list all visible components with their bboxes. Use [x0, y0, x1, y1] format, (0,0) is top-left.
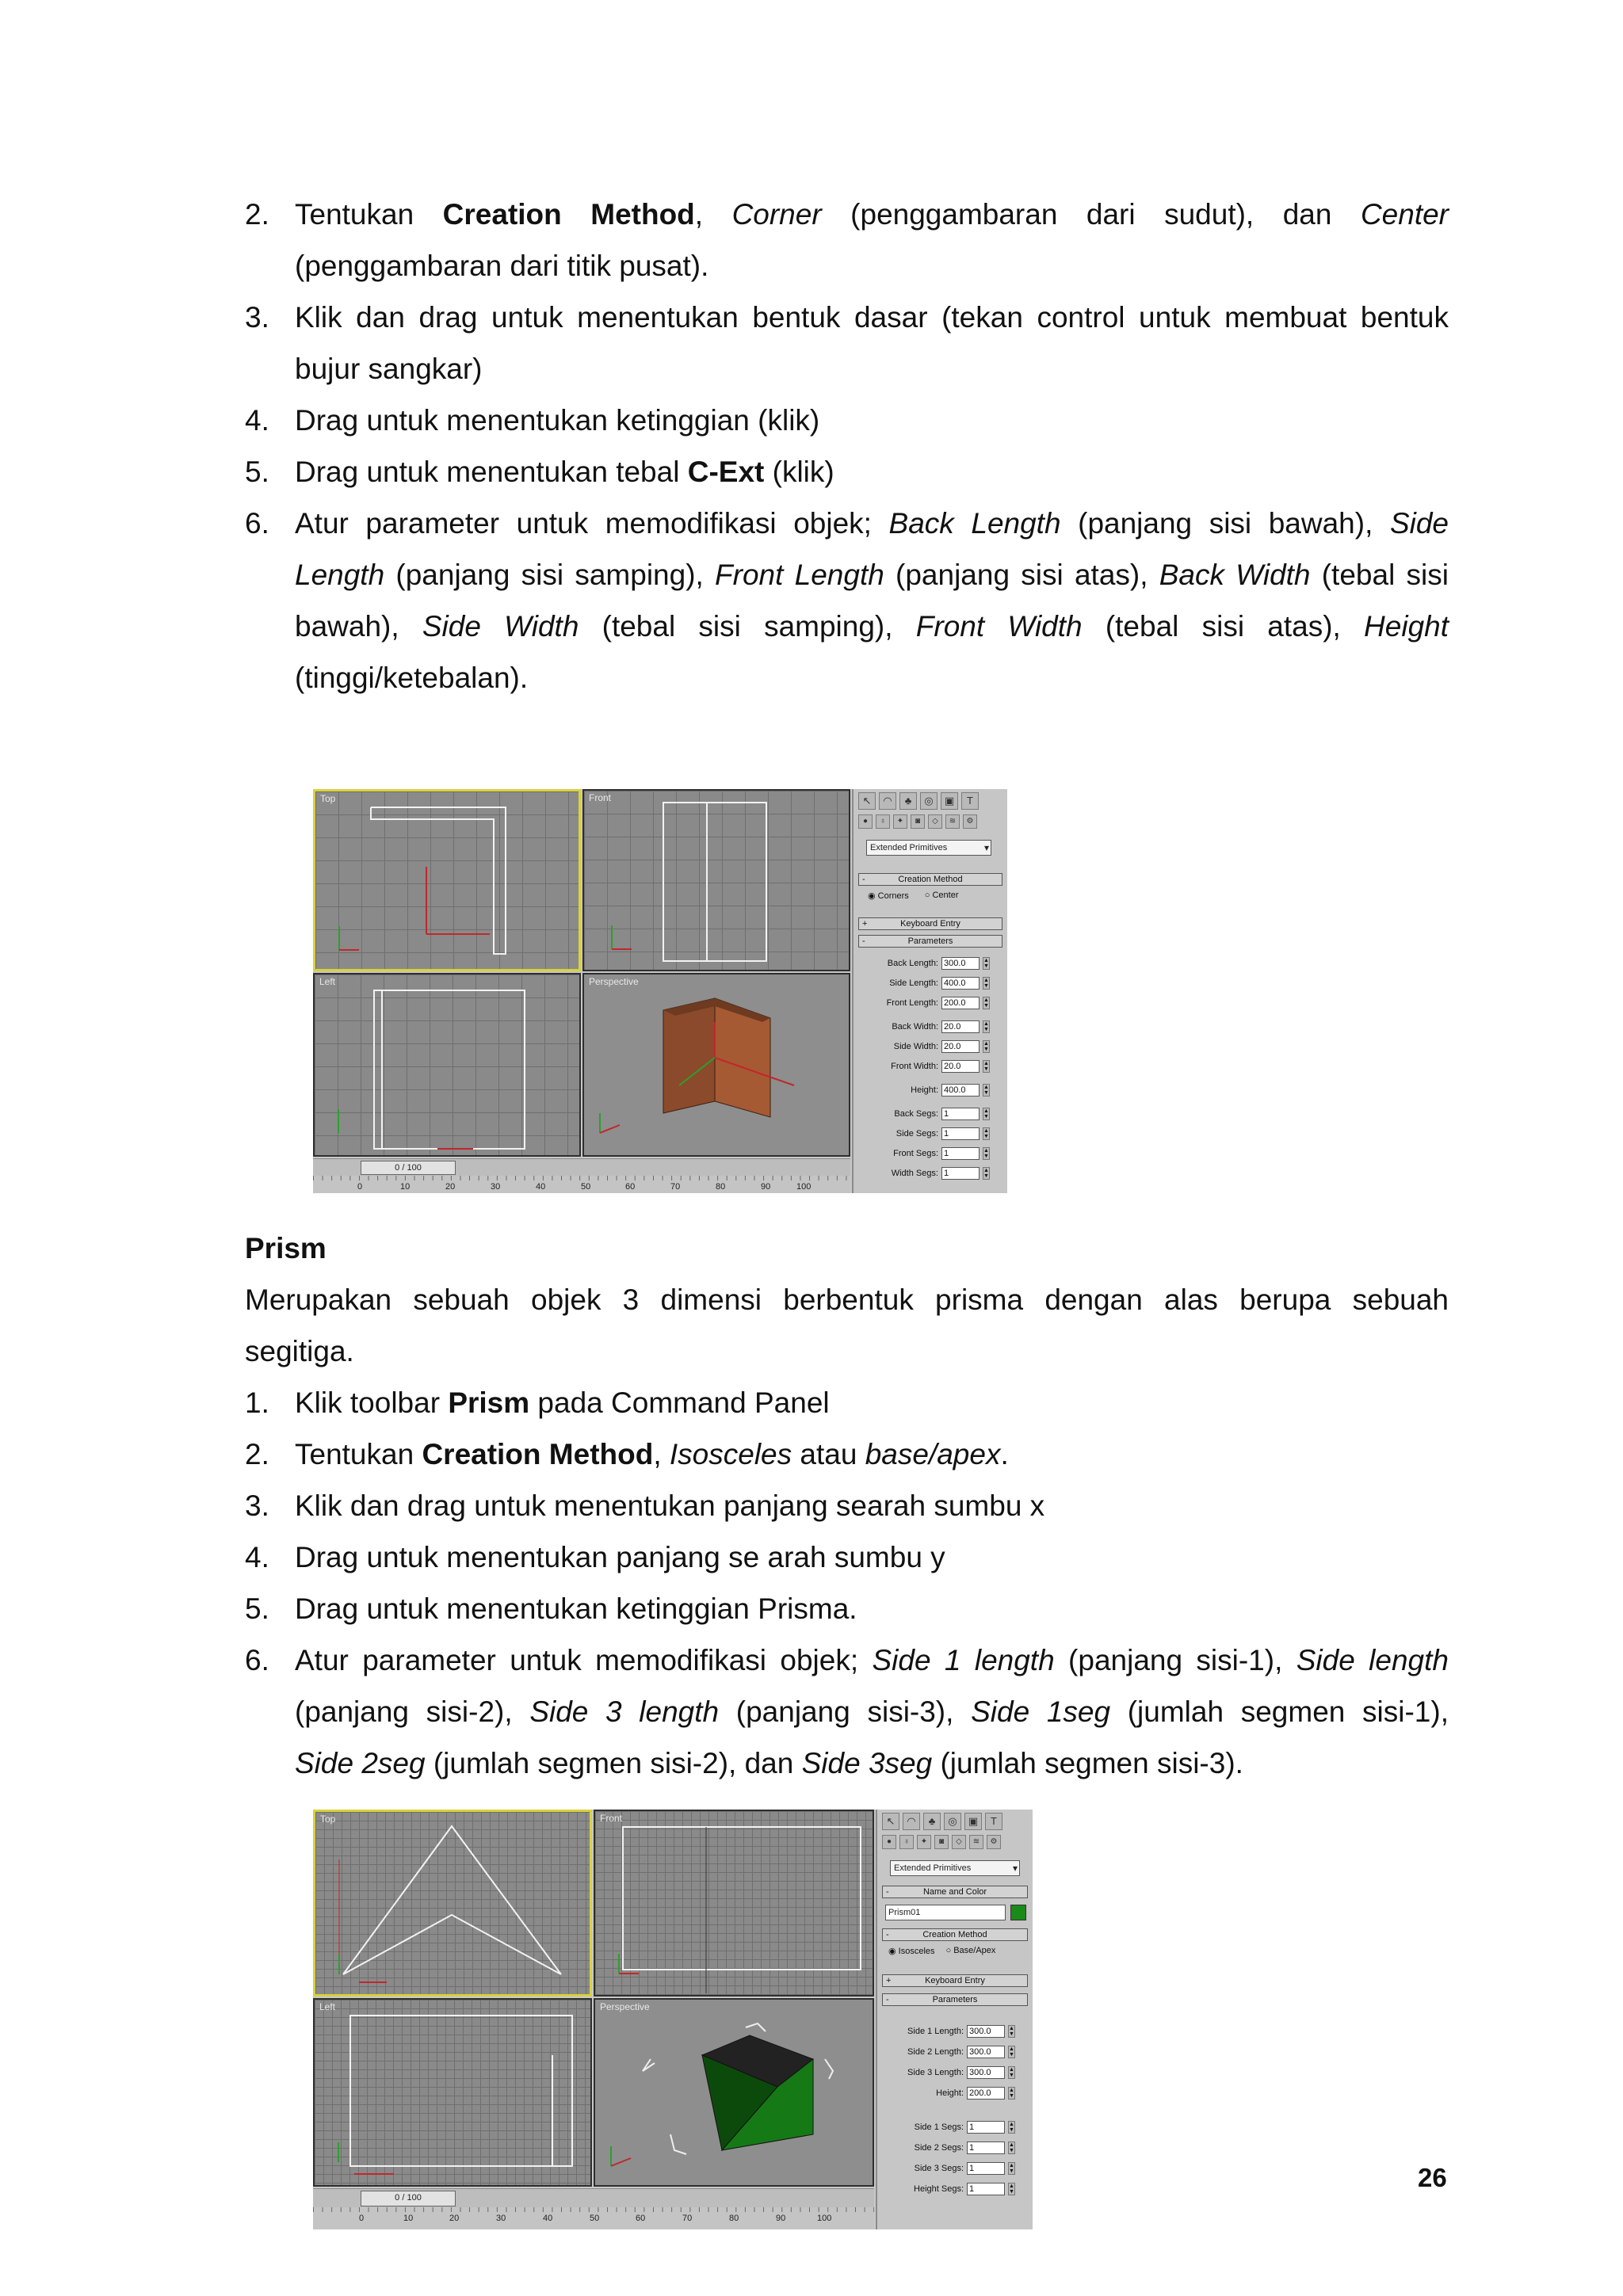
- creation-method-rollout[interactable]: - Creation Method: [882, 1928, 1028, 1941]
- param-value-input[interactable]: 300.0: [967, 2046, 1005, 2058]
- viewport-label: Top: [320, 793, 336, 804]
- ruler-tick: 80: [729, 2214, 739, 2223]
- text-run: ,: [653, 1438, 670, 1470]
- object-name-input[interactable]: Prism01: [885, 1905, 1006, 1920]
- text-run: Creation Method: [442, 198, 695, 231]
- cext-step-4: Drag untuk menentukan ketinggian (klik): [295, 404, 820, 437]
- ruler-tick: 20: [445, 1182, 456, 1192]
- viewport-perspective[interactable]: [582, 973, 850, 1157]
- text-run: Klik toolbar: [295, 1386, 449, 1419]
- param-row: [907, 2025, 1015, 2038]
- cameras-icon[interactable]: ◙: [934, 1835, 949, 1849]
- ruler-tick: 0: [357, 1182, 363, 1192]
- param-row: [911, 1084, 990, 1097]
- text-run: Corner: [731, 198, 822, 231]
- ruler-tick: 40: [536, 1182, 546, 1192]
- prism-screenshot: [313, 1810, 1033, 2229]
- primitive-type-dropdown[interactable]: Extended Primitives ▾: [890, 1860, 1020, 1876]
- left-view-shape: [315, 974, 582, 1158]
- rollout-title: Parameters: [907, 936, 953, 946]
- param-value-input[interactable]: 1: [941, 1108, 980, 1120]
- cext-step-6-line2: [295, 549, 1449, 601]
- text-run: Front Width: [915, 610, 1083, 643]
- prism-step-5: [295, 1583, 857, 1634]
- text-run: ,: [694, 198, 732, 231]
- param-row: [907, 2046, 1015, 2058]
- param-value-input[interactable]: 1: [941, 1147, 980, 1160]
- param-value-input[interactable]: 20.0: [941, 1040, 980, 1053]
- viewport-perspective[interactable]: [594, 1998, 874, 2187]
- spinner-icon[interactable]: ▲ ▼: [1009, 2163, 1014, 2174]
- rollout-title: Name and Color: [922, 1887, 987, 1897]
- param-value-input[interactable]: 20.0: [941, 1060, 980, 1073]
- spinner-icon[interactable]: ▲ ▼: [983, 958, 989, 969]
- display-tab-icon[interactable]: ▣: [941, 792, 958, 810]
- text-run: C-Ext: [687, 456, 765, 488]
- text-run: Back Length: [888, 507, 1061, 540]
- param-label: Side 2 Length:: [907, 2047, 964, 2057]
- ruler-tick: 60: [636, 2214, 646, 2223]
- top-view-shape: [315, 791, 583, 974]
- rollout-title: Creation Method: [898, 875, 963, 884]
- keyboard-entry-rollout[interactable]: + Keyboard Entry: [858, 917, 1002, 930]
- spacewarps-icon[interactable]: ≋: [969, 1835, 983, 1849]
- command-tabs: [858, 792, 979, 810]
- ruler-tick: 40: [543, 2214, 553, 2223]
- step-number: 2.: [245, 198, 269, 231]
- param-label: Front Length:: [886, 998, 938, 1008]
- cext-step-6-line1: [295, 498, 1449, 549]
- param-row: [896, 1127, 990, 1140]
- ruler-tick: 50: [590, 2214, 600, 2223]
- param-row: [894, 1040, 990, 1053]
- radio-label: Isosceles: [898, 1947, 935, 1956]
- modify-tab-icon[interactable]: ◠: [903, 1813, 920, 1830]
- spinner-icon[interactable]: ▲ ▼: [983, 1061, 989, 1072]
- ruler-tick: 60: [625, 1182, 636, 1192]
- prism-object: [595, 2000, 876, 2188]
- viewport-label: Top: [320, 1814, 336, 1825]
- param-label: Side 1 Segs:: [914, 2122, 964, 2132]
- prism-intro-line2: segitiga.: [245, 1335, 354, 1367]
- timeline-ruler[interactable]: [313, 2207, 874, 2229]
- param-label: Back Length:: [887, 959, 938, 968]
- step-number: 1.: [245, 1386, 269, 1419]
- creation-method-options: [888, 1946, 995, 1956]
- viewport-front[interactable]: [582, 789, 850, 971]
- radio-isosceles[interactable]: ◉ Isosceles: [888, 1947, 935, 1956]
- front-view-shape: [595, 1811, 876, 1998]
- text-run: Side 1seg: [971, 1695, 1111, 1728]
- radio-center[interactable]: ○ Center: [924, 891, 959, 900]
- text-run: (jumlah segmen sisi-3).: [932, 1747, 1243, 1779]
- spinner-icon[interactable]: ▲ ▼: [1009, 2088, 1014, 2099]
- cext-step-5: [295, 446, 834, 498]
- ruler-tick: 70: [682, 2214, 693, 2223]
- spinner-icon[interactable]: ▲ ▼: [983, 997, 989, 1009]
- timeline-ruler[interactable]: [313, 1176, 850, 1193]
- radio-label: Base/Apex: [953, 1946, 996, 1955]
- prism-heading: Prism: [245, 1232, 327, 1264]
- geometry-icon[interactable]: ●: [882, 1835, 896, 1849]
- text-run: Side 3seg: [801, 1747, 933, 1779]
- text-run: .: [1000, 1438, 1009, 1470]
- command-panel: [876, 1810, 1033, 2229]
- rollout-title: Keyboard Entry: [925, 1976, 985, 1985]
- parameters-rollout[interactable]: - Parameters: [882, 1993, 1028, 2006]
- text-run: Klik dan drag untuk menentukan panjang searah sumbu x: [295, 1489, 1045, 1522]
- ruler-tick: 100: [817, 2214, 832, 2223]
- param-label: Side 1 Length:: [907, 2027, 964, 2036]
- spinner-icon[interactable]: ▲ ▼: [1009, 2142, 1014, 2153]
- radio-label: Center: [932, 891, 959, 900]
- text-run: Creation Method: [422, 1438, 654, 1470]
- text-run: Side 2seg: [295, 1747, 426, 1779]
- text-run: (panjang sisi samping),: [384, 559, 716, 591]
- page-number: 26: [1418, 2163, 1447, 2192]
- text-run: Isosceles: [669, 1438, 792, 1470]
- primitive-type-dropdown[interactable]: Extended Primitives ▾: [866, 840, 991, 856]
- spinner-icon[interactable]: ▲ ▼: [1009, 2067, 1014, 2078]
- step-number: 5.: [245, 456, 269, 488]
- param-row: [889, 977, 990, 990]
- cameras-icon[interactable]: ◙: [911, 814, 925, 829]
- helpers-icon[interactable]: ◇: [928, 814, 942, 829]
- helpers-icon[interactable]: ◇: [952, 1835, 966, 1849]
- command-tabs: [882, 1813, 1002, 1830]
- text-run: Side 1 length: [872, 1644, 1055, 1676]
- viewport-top[interactable]: [313, 1810, 592, 1997]
- param-value-input[interactable]: 1: [941, 1127, 980, 1140]
- spinner-icon[interactable]: ▲ ▼: [1009, 2026, 1014, 2037]
- param-value-input[interactable]: 300.0: [941, 957, 980, 970]
- lights-icon[interactable]: ✦: [893, 814, 907, 829]
- step-number: 6.: [245, 1644, 269, 1676]
- create-tab-icon[interactable]: ↖: [858, 792, 876, 810]
- ruler-tick: 10: [403, 2214, 414, 2223]
- viewport-label: Perspective: [589, 976, 639, 987]
- param-row: [914, 2183, 1015, 2195]
- text-run: (panjang sisi atas),: [884, 559, 1159, 591]
- viewport-label: Left: [319, 976, 336, 987]
- shapes-icon[interactable]: ♁: [876, 814, 890, 829]
- ruler-tick: 100: [796, 1182, 812, 1192]
- text-run: Drag untuk menentukan panjang se arah sumbu y: [295, 1541, 945, 1573]
- step-number: 3.: [245, 1489, 269, 1522]
- param-value-input[interactable]: 1: [967, 2121, 1005, 2134]
- spinner-icon[interactable]: ▲ ▼: [983, 1168, 989, 1179]
- lights-icon[interactable]: ✦: [917, 1835, 931, 1849]
- prism-step-2: [295, 1428, 1009, 1480]
- time-slider[interactable]: [313, 1158, 850, 1176]
- spinner-icon[interactable]: ▲ ▼: [1009, 2046, 1014, 2058]
- text-run: Drag untuk menentukan ketinggian Prisma.: [295, 1592, 857, 1625]
- param-row: [915, 2142, 1015, 2154]
- text-run: (panjang sisi-2),: [295, 1695, 530, 1728]
- text-run: bawah),: [295, 610, 422, 643]
- param-value-input[interactable]: 20.0: [941, 1020, 980, 1033]
- text-run: (jumlah segmen sisi-2), dan: [425, 1747, 802, 1779]
- ruler-tick: 80: [716, 1182, 726, 1192]
- text-run: base/apex: [865, 1438, 1001, 1470]
- text-run: Tentukan: [295, 198, 443, 231]
- text-run: (panjang sisi-3),: [719, 1695, 972, 1728]
- parameters-rollout[interactable]: - Parameters: [858, 935, 1002, 948]
- text-run: pada Command Panel: [529, 1386, 830, 1419]
- display-tab-icon[interactable]: ▣: [964, 1813, 982, 1830]
- step-number: 4.: [245, 404, 269, 437]
- param-value-input[interactable]: 200.0: [967, 2087, 1005, 2100]
- param-value-input[interactable]: 1: [941, 1167, 980, 1180]
- prism-step-6-line2: [295, 1686, 1449, 1737]
- prism-step-3: [295, 1480, 1044, 1531]
- param-value-input[interactable]: 1: [967, 2142, 1005, 2154]
- creation-method-rollout[interactable]: - Creation Method: [858, 873, 1002, 886]
- text-run: (jumlah segmen sisi-1),: [1110, 1695, 1449, 1728]
- param-value-input[interactable]: 300.0: [967, 2066, 1005, 2079]
- prism-intro-line1: Merupakan sebuah objek 3 dimensi berbentuk prisma dengan alas berupa sebuah: [245, 1283, 1449, 1316]
- text-run: Atur parameter untuk memodifikasi objek;: [295, 1644, 873, 1676]
- ruler-tick: 20: [449, 2214, 460, 2223]
- spinner-icon[interactable]: ▲ ▼: [983, 1108, 989, 1119]
- viewport-top[interactable]: [313, 789, 581, 971]
- motion-tab-icon[interactable]: ◎: [920, 792, 938, 810]
- prism-step-6-line1: [295, 1634, 1449, 1686]
- text-run: (panjang sisi bawah),: [1060, 507, 1390, 540]
- param-value-input[interactable]: 300.0: [967, 2025, 1005, 2038]
- param-row: [907, 2066, 1015, 2079]
- creation-method-options: [868, 891, 959, 901]
- cext-screenshot: [313, 789, 1007, 1193]
- ruler-tick: 70: [670, 1182, 681, 1192]
- param-value-input[interactable]: 1: [967, 2162, 1005, 2175]
- cext-step-2-cont: (penggambaran dari titik pusat).: [295, 250, 709, 282]
- param-label: Height:: [936, 2088, 964, 2098]
- param-row: [915, 2121, 1015, 2134]
- ruler-tick: 50: [581, 1182, 591, 1192]
- utilities-tab-icon[interactable]: T: [985, 1813, 1002, 1830]
- left-view-shape: [315, 2000, 594, 2188]
- param-row: [888, 957, 990, 970]
- cext-step-3-cont: bujur sangkar): [295, 353, 483, 385]
- ruler-tick: 10: [400, 1182, 411, 1192]
- viewport-left[interactable]: [313, 973, 581, 1157]
- command-panel: [852, 789, 1007, 1193]
- object-color-swatch[interactable]: [1010, 1905, 1026, 1920]
- spinner-icon[interactable]: ▲ ▼: [983, 1041, 989, 1052]
- param-row: [894, 1108, 990, 1120]
- cext-step-3: Klik dan drag untuk menentukan bentuk dasar (tekan control untuk membuat bentuk: [295, 301, 1449, 334]
- param-value-input[interactable]: 1: [967, 2183, 1005, 2195]
- modify-tab-icon[interactable]: ◠: [879, 792, 896, 810]
- param-label: Side 2 Segs:: [914, 2143, 964, 2153]
- rollout-title: Keyboard Entry: [900, 919, 960, 929]
- time-slider-thumb[interactable]: 0 / 100: [361, 2191, 456, 2206]
- text-run: (tebal sisi: [1310, 559, 1449, 591]
- text-run: Height: [1364, 610, 1449, 643]
- ruler-tick: 0: [359, 2214, 365, 2223]
- cext-step-6-line4: (tinggi/ketebalan).: [295, 662, 529, 694]
- text-run: Front Length: [715, 559, 884, 591]
- create-categories: [882, 1835, 1001, 1849]
- create-categories: [858, 814, 977, 829]
- motion-tab-icon[interactable]: ◎: [944, 1813, 961, 1830]
- param-label: Back Segs:: [894, 1109, 938, 1119]
- text-run: atau: [792, 1438, 865, 1470]
- viewport-label: Perspective: [600, 2001, 650, 2012]
- spacewarps-icon[interactable]: ≋: [945, 814, 960, 829]
- param-row: [892, 1167, 990, 1180]
- viewport-left[interactable]: [313, 1998, 592, 2187]
- top-view-shape: [315, 1812, 594, 1999]
- ruler-tick: 30: [491, 1182, 501, 1192]
- spinner-icon[interactable]: ▲ ▼: [983, 1128, 989, 1139]
- systems-icon[interactable]: ⚙: [963, 814, 977, 829]
- hierarchy-tab-icon[interactable]: ♣: [923, 1813, 941, 1830]
- geometry-icon[interactable]: ●: [858, 814, 873, 829]
- param-label: Side 3 Segs:: [914, 2164, 964, 2173]
- spinner-icon[interactable]: ▲ ▼: [1009, 2183, 1014, 2195]
- text-run: Side length: [1296, 1644, 1449, 1676]
- viewport-label: Left: [319, 2001, 336, 2012]
- radio-base-apex[interactable]: ○ Base/Apex: [945, 1946, 996, 1955]
- time-slider-thumb[interactable]: 0 / 100: [361, 1161, 456, 1175]
- text-run: Prism: [448, 1386, 530, 1419]
- param-label: Side Segs:: [896, 1129, 938, 1138]
- spinner-icon[interactable]: ▲ ▼: [983, 1148, 989, 1159]
- param-row: [915, 2162, 1015, 2175]
- text-run: (tebal sisi samping),: [579, 610, 916, 643]
- param-label: Side Width:: [893, 1042, 938, 1051]
- text-run: Side 3 length: [529, 1695, 720, 1728]
- keyboard-entry-rollout[interactable]: + Keyboard Entry: [882, 1974, 1028, 1987]
- text-run: (klik): [764, 456, 834, 488]
- step-number: 5.: [245, 1592, 269, 1625]
- hierarchy-tab-icon[interactable]: ♣: [899, 792, 917, 810]
- text-run: Tentukan: [295, 1438, 422, 1470]
- cext-object: [584, 974, 852, 1158]
- prism-step-4: [295, 1531, 945, 1583]
- param-value-input[interactable]: 400.0: [941, 977, 980, 990]
- prism-step-6-line3: [295, 1737, 1243, 1789]
- ruler-tick: 30: [496, 2214, 506, 2223]
- spinner-icon[interactable]: ▲ ▼: [983, 1021, 989, 1032]
- text-run: Back Width: [1159, 559, 1311, 591]
- ruler-tick: 90: [761, 1182, 771, 1192]
- radio-corners[interactable]: ◉ Corners: [868, 891, 909, 901]
- text-run: (penggambaran dari sudut), dan: [821, 198, 1361, 231]
- param-label: Front Width:: [891, 1062, 938, 1071]
- text-run: Side Width: [422, 610, 579, 643]
- param-label: Front Segs:: [893, 1149, 938, 1158]
- create-tab-icon[interactable]: ↖: [882, 1813, 899, 1830]
- param-value-input[interactable]: 200.0: [941, 997, 980, 1009]
- cext-step-2: [295, 189, 1449, 240]
- spinner-icon[interactable]: ▲ ▼: [1009, 2122, 1014, 2133]
- ruler-tick: 90: [776, 2214, 786, 2223]
- param-label: Back Width:: [892, 1022, 938, 1032]
- rollout-title: Creation Method: [922, 1930, 987, 1939]
- param-row: [893, 1147, 990, 1160]
- viewport-label: Front: [600, 1813, 623, 1824]
- prism-step-1: [295, 1377, 830, 1428]
- utilities-tab-icon[interactable]: T: [961, 792, 979, 810]
- param-label: Height:: [911, 1085, 938, 1095]
- param-label: Side 3 Length:: [907, 2068, 964, 2077]
- text-run: (panjang sisi-1),: [1054, 1644, 1296, 1676]
- viewport-label: Front: [589, 792, 612, 803]
- text-run: (tebal sisi atas),: [1082, 610, 1365, 643]
- param-label: Height Segs:: [914, 2184, 964, 2194]
- param-row: [891, 1060, 990, 1073]
- text-run: Drag untuk menentukan tebal: [295, 456, 688, 488]
- front-view-shape: [584, 791, 852, 973]
- spinner-icon[interactable]: ▲ ▼: [983, 978, 989, 989]
- time-slider[interactable]: [313, 2188, 874, 2207]
- param-row: [936, 2087, 1015, 2100]
- step-number: 3.: [245, 301, 269, 334]
- step-number: 2.: [245, 1438, 269, 1470]
- radio-label: Corners: [877, 891, 909, 901]
- text-run: Side: [1389, 507, 1449, 540]
- param-label: Side Length:: [889, 978, 938, 988]
- param-row: [887, 997, 990, 1009]
- param-row: [892, 1020, 990, 1033]
- systems-icon[interactable]: ⚙: [987, 1835, 1001, 1849]
- step-number: 6.: [245, 507, 269, 540]
- spinner-icon[interactable]: ▲ ▼: [983, 1085, 989, 1096]
- cext-step-6-line3: [295, 601, 1449, 652]
- name-color-rollout[interactable]: - Name and Color: [882, 1886, 1028, 1898]
- shapes-icon[interactable]: ♁: [899, 1835, 914, 1849]
- viewport-front[interactable]: [594, 1810, 874, 1997]
- param-label: Width Segs:: [891, 1169, 938, 1178]
- text-run: Atur parameter untuk memodifikasi objek;: [295, 507, 889, 540]
- param-value-input[interactable]: 400.0: [941, 1084, 980, 1097]
- text-run: Center: [1360, 198, 1449, 231]
- text-run: Length: [295, 559, 385, 591]
- rollout-title: Parameters: [932, 1995, 978, 2004]
- step-number: 4.: [245, 1541, 269, 1573]
